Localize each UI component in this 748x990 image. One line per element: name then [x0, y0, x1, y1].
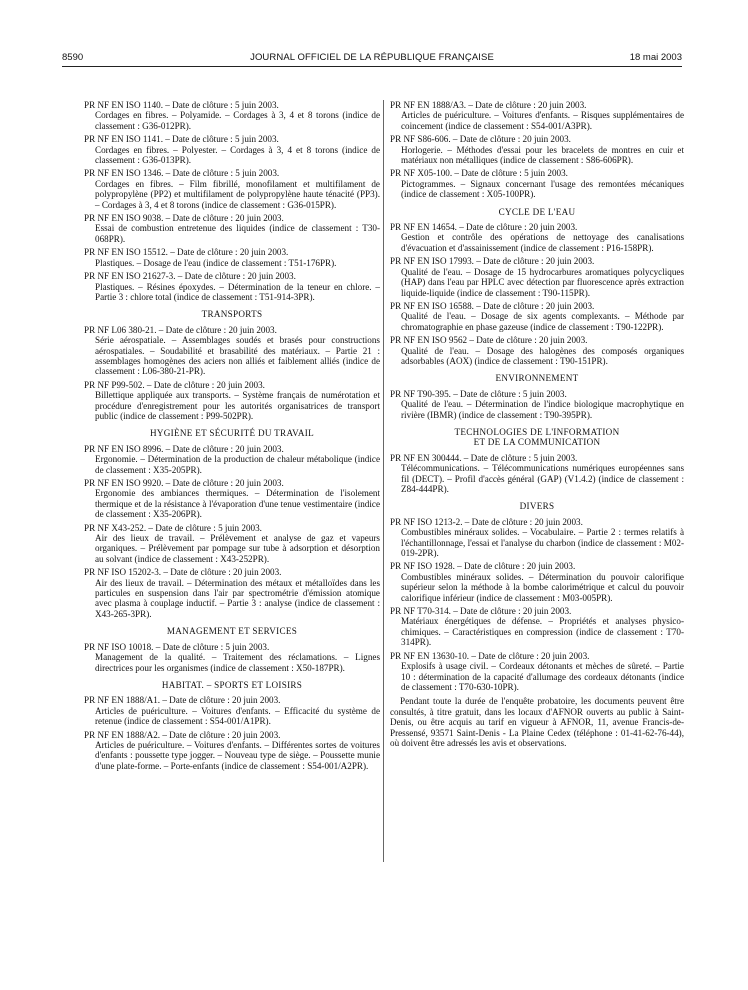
entry-description: Articles de puériculture. – Voitures d'enfants. – Efficacité du système de retenue (indice de classement : S54-001/A1PR).	[95, 705, 380, 727]
standard-entry	[84, 134, 380, 165]
page-number: 8590	[62, 52, 84, 63]
entry-description: Plastiques. – Dosage de l'eau (indice de classement : T51-176PR).	[95, 257, 337, 268]
standard-entry	[84, 271, 380, 302]
entry-description: Qualité de l'eau. – Détermination de l'indice biologique macrophytique en rivière (IBMR) (indice de classement : T90-395PR).	[401, 399, 684, 420]
section-heading: HYGIÈNE ET SÉCURITÉ DU TRAVAIL	[150, 428, 314, 439]
issue-date: 18 mai 2003	[629, 52, 682, 63]
standard-entry	[84, 695, 380, 726]
header-rule	[62, 66, 682, 67]
standard-entry	[84, 567, 380, 619]
entry-reference: PR NF EN 1888/A3. – Date de clôture : 20 juin 2003.	[390, 100, 587, 110]
entry-description: Air des lieux de travail. – Détermination des métaux et métalloïdes dans les particules en suspension dans l'air par spectrométrie d'émission atomique avec plasma à couplage inductif. – Partie 3 : analyse (indice de classement : X43-265-3PR).	[95, 577, 380, 619]
entry-description: Télécommunications. – Télécommunications numériques européennes sans fil (DECT). – Profil d'accès général (GAP) (V1.4.2) (indice de classement : Z84-444PR).	[401, 463, 684, 494]
standard-entry	[84, 380, 380, 422]
left-column	[84, 100, 380, 774]
entry-description: Management de la qualité. – Traitement des réclamations. – Lignes directrices pour les organismes (indice de classement : X50-187PR).	[95, 652, 380, 673]
entry-description: Série aérospatiale. – Assemblages soudés et brasés pour constructions aérospatiales. – Soudabilité et brasabilité des matériaux. – Partie 21 : assemblages homogènes des aciers non alliés et faiblement alliés (indice de classement : L06-380-21-PR).	[95, 335, 380, 377]
entry-reference: PR NF ISO 1213-2. – Date de clôture : 20 juin 2003.	[390, 516, 583, 527]
entry-reference: PR NF EN ISO 1346. – Date de clôture : 5 juin 2003.	[84, 168, 280, 179]
entry-description: Ergonomie des ambiances thermiques. – Détermination de l'isolement thermique et de la résistance à l'évaporation d'une tenue vestimentaire (indice de classement : X35-206PR).	[95, 488, 380, 520]
standard-entry	[84, 642, 380, 673]
entry-reference: PR NF P99-502. – Date de clôture : 20 juin 2003.	[84, 379, 265, 390]
standard-entry	[84, 213, 380, 244]
entry-description: Essai de combustion entretenue des liquides (indice de classement : T30-068PR).	[95, 223, 380, 244]
journal-title: JOURNAL OFFICIEL DE LA RÉPUBLIQUE FRANÇAISE	[250, 52, 494, 63]
entry-reference: PR NF EN 13630-10. – Date de clôture : 20 juin 2003.	[390, 650, 590, 661]
entry-reference: PR NF EN 14654. – Date de clôture : 20 juin 2003.	[390, 222, 578, 233]
entry-reference: PR NF ISO 10018. – Date de clôture : 5 juin 2003.	[84, 641, 270, 652]
standard-entry	[84, 168, 380, 210]
section-heading: CYCLE DE L'EAU	[498, 206, 576, 217]
entry-reference: PR NF EN ISO 21627-3. – Date de clôture : 20 juin 2003.	[84, 271, 296, 282]
entry-description: Air des lieux de travail. – Prélèvement et analyse de gaz et vapeurs organiques. – Prélèvement par pompage sur tube à adsorption et désorption au solvant (indice de classement : X43-252PR).	[95, 533, 380, 564]
standard-entry	[390, 517, 684, 559]
entry-description: Horlogerie. – Méthodes d'essai pour les bracelets de montres en cuir et matériaux non métalliques (indice de classement : S86-606PR).	[401, 144, 684, 166]
section-heading: HABITAT. – SPORTS ET LOISIRS	[161, 679, 303, 690]
standard-entry	[84, 247, 380, 268]
entry-description: Explosifs à usage civil. – Cordeaux détonants et mèches de sûreté. – Partie 10 : détermination de la capacité d'allumage des cordeaux détonants (indice de classement : T70-630-10PR).	[401, 661, 684, 692]
closing-paragraph: Pendant toute la durée de l'enquête probatoire, les documents peuvent être consultés, à titre gratuit, dans les locaux d'AFNOR ouverts au public à Saint-Denis, ou être acquis au tarif en vigueur à AFNOR, 11, avenue Francis-de-Pressensé, 93571 Saint-Denis - La Plaine Cedex (téléphone : 01-41-62-76-44), où doivent être adressés les avis et observations.	[390, 696, 684, 748]
entry-reference: PR NF EN ISO 15512. – Date de clôture : 20 juin 2003.	[84, 247, 289, 258]
column-divider	[383, 100, 384, 862]
entry-description: Plastiques. – Résines époxydes. – Détermination de la teneur en chlore. – Partie 3 : chlore total (indice de classement : T51-914-3PR).	[95, 281, 380, 302]
standard-entry	[84, 444, 380, 475]
entry-reference: PR NF EN 1888/A2. – Date de clôture : 20 juin 2003.	[84, 729, 281, 740]
standard-entry	[390, 335, 684, 366]
section-heading: ENVIRONNEMENT	[495, 373, 579, 384]
standard-entry	[390, 168, 684, 199]
standard-entry	[84, 325, 380, 377]
standard-entry	[84, 100, 380, 131]
entry-description: Qualité de l'eau. – Dosage des halogènes des composés organiques adsorbables (AOX) (indice de classement : T90-151PR).	[401, 345, 684, 366]
standard-entry	[390, 651, 684, 693]
entry-reference: PR NF L06 380-21. – Date de clôture : 20 juin 2003.	[84, 324, 277, 335]
standard-entry	[84, 478, 380, 520]
entry-reference: PR NF EN ISO 1141. – Date de clôture : 5 juin 2003.	[84, 134, 279, 145]
section-heading: TRANSPORTS	[201, 309, 263, 320]
standard-entry	[390, 561, 684, 603]
entry-reference: PR NF EN ISO 8996. – Date de clôture : 20 juin 2003.	[84, 443, 284, 454]
entry-reference: PR NF T90-395. – Date de clôture : 5 juin 2003.	[390, 388, 567, 399]
standard-entry	[390, 100, 684, 131]
entry-description: Combustibles minéraux solides. – Vocabulaire. – Partie 2 : termes relatifs à l'échantillonnage, l'essai et l'analyse du charbon (indice de classement : M02-019-2PR).	[401, 527, 684, 559]
entry-description: Articles de puériculture. – Voitures d'enfants. – Différentes sortes de voitures d'enfants : poussette type jogger. – Nouveau type de siège. – Poussette munie d'une plate-forme. – Porte-enfants (indice de classement : S54-001/A2PR).	[95, 739, 380, 771]
entry-description: Matériaux énergétiques de défense. – Propriétés et analyses physico-chimiques. – Caractéristiques en compression (indice de classement : T70-314PR).	[401, 616, 684, 648]
standard-entry	[84, 730, 380, 772]
entry-reference: PR NF ISO 15202-3. – Date de clôture : 20 juin 2003.	[84, 567, 282, 578]
entry-reference: PR NF EN ISO 9920. – Date de clôture : 20 juin 2003.	[84, 478, 284, 488]
page-header	[62, 52, 682, 66]
entry-reference: PR NF EN 1888/A1. – Date de clôture : 20 juin 2003.	[84, 695, 281, 706]
entry-reference: PR NF EN 300444. – Date de clôture : 5 juin 2003.	[390, 452, 578, 463]
standard-entry	[390, 453, 684, 495]
standard-entry	[390, 389, 684, 420]
entry-reference: PR NF ISO 1928. – Date de clôture : 20 juin 2003.	[390, 561, 576, 572]
standard-entry	[390, 606, 684, 648]
entry-reference: PR NF T70-314. – Date de clôture : 20 juin 2003.	[390, 606, 572, 617]
standard-entry	[390, 222, 684, 253]
section-heading: TECHNOLOGIES DE L'INFORMATION ET DE LA COMMUNICATION	[454, 426, 620, 448]
entry-description: Qualité de l'eau. – Dosage de 15 hydrocarbures aromatiques polycycliques (HAP) dans l'eau par HPLC avec détection par fluorescence après extraction liquide-liquide (indice de classement : T90-115PR).	[401, 266, 684, 298]
entry-description: Combustibles minéraux solides. – Détermination du pouvoir calorifique supérieur selon la méthode à la bombe calorimétrique et calcul du pouvoir calorifique inférieur (indice de classement : M03-005PR).	[401, 571, 684, 603]
section-heading: MANAGEMENT ET SERVICES	[166, 626, 298, 637]
entry-reference: PR NF S86-606. – Date de clôture : 20 juin 2003.	[390, 134, 571, 145]
entry-description: Articles de puériculture. – Voitures d'enfants. – Risques supplémentaires de coincement (indice de classement : S54-001/A3PR).	[401, 110, 684, 131]
entry-description: Pictogrammes. – Signaux concernant l'usage des remontées mécaniques (indice de classement : X05-100PR).	[401, 178, 684, 200]
entry-reference: PR NF EN ISO 9562 – Date de clôture : 20 juin 2003.	[390, 335, 588, 346]
entry-reference: PR NF X05-100. – Date de clôture : 5 juin 2003.	[390, 168, 568, 179]
entry-description: Cordages en fibres. – Polyamide. – Cordages à 3, 4 et 8 torons (indice de classement : G36-012PR).	[95, 110, 380, 131]
entry-description: Gestion et contrôle des opérations de nettoyage des canalisations d'évacuation et d'assainissement (indice de classement : P16-158PR).	[401, 232, 684, 253]
standard-entry	[390, 256, 684, 298]
entry-description: Billettique appliquée aux transports. – Système français de numérotation et procédure d'enregistrement pour les autorités organisatrices de transport public (indice de classement : P99-502PR).	[95, 390, 380, 421]
right-column	[390, 100, 684, 748]
entry-description: Cordages en fibres. – Polyester. – Cordages à 3, 4 et 8 torons (indice de classement : G36-013PR).	[95, 144, 380, 166]
entry-reference: PR NF EN ISO 16588. – Date de clôture : 20 juin 2003.	[390, 300, 595, 311]
entry-description: Ergonomie. – Détermination de la production de chaleur métabolique (indice de classement : X35-205PR).	[95, 454, 380, 475]
standard-entry	[390, 134, 684, 165]
entry-reference: PR NF X43-252. – Date de clôture : 5 juin 2003.	[84, 522, 262, 533]
entry-reference: PR NF EN ISO 9038. – Date de clôture : 20 juin 2003.	[84, 213, 284, 224]
entry-description: Qualité de l'eau. – Dosage de six agents complexants. – Méthode par chromatographie en phase gazeuse (indice de classement : T90-122PR).	[401, 311, 684, 332]
standard-entry	[84, 523, 380, 565]
entry-description: Cordages en fibres. – Film fibrillé, monofilament et multifilament de polypropylène (PP2) et multifilament de polypropylène haute ténacité (PP3). – Cordages à 3, 4 et 8 torons (indice de classement : G36-015PR).	[95, 178, 380, 210]
entry-reference: PR NF EN ISO 1140. – Date de clôture : 5 juin 2003.	[84, 100, 279, 110]
section-heading: DIVERS	[519, 501, 555, 512]
standard-entry	[390, 301, 684, 332]
entry-reference: PR NF EN ISO 17993. – Date de clôture : 20 juin 2003.	[390, 256, 595, 267]
